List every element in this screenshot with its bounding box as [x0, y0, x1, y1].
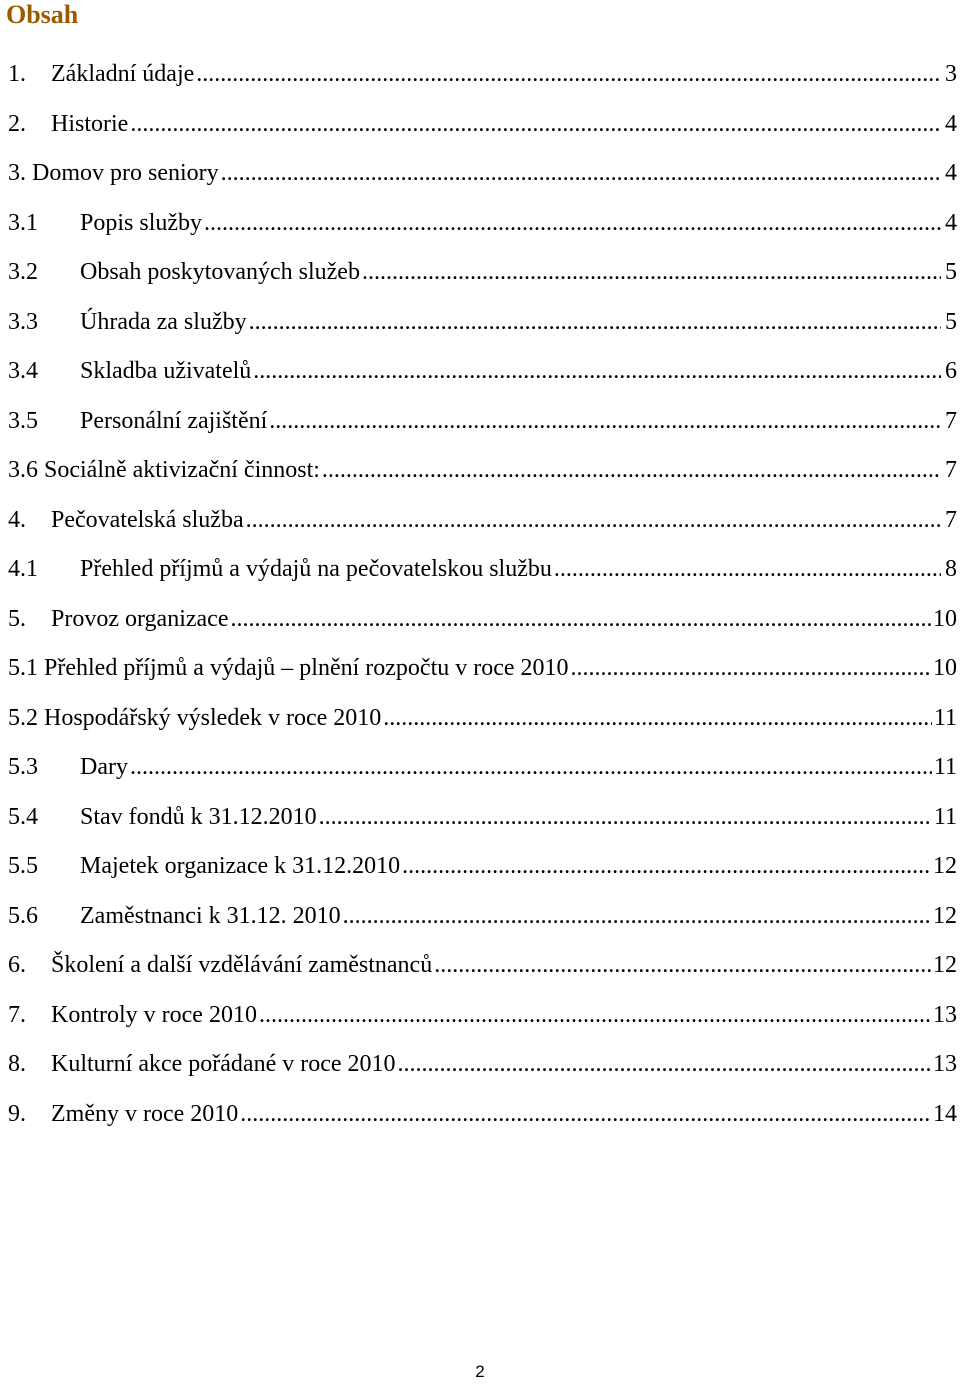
toc-entry-page: 7: [945, 407, 957, 434]
toc-entry[interactable]: [8, 991, 960, 1041]
toc-entry-number: 5.: [8, 605, 26, 632]
toc-entry-page: 5: [945, 308, 957, 335]
toc-entry-title: Sociálně aktivizační činnost:: [44, 457, 320, 483]
toc-entry[interactable]: [8, 793, 960, 843]
toc-entry-page: 13: [933, 1001, 957, 1028]
dot-leader: [240, 1090, 931, 1140]
toc-entry-number: 5.1: [8, 655, 38, 681]
toc-entry-number: 3.3: [8, 308, 38, 335]
toc-entry-number: 6.: [8, 952, 26, 978]
toc-entry-page: 4: [945, 160, 957, 186]
toc-entry-title: Domov pro seniory: [32, 160, 219, 186]
dot-leader: [253, 347, 941, 397]
toc-entry-page: 8: [945, 556, 957, 582]
toc-entry[interactable]: [8, 595, 960, 645]
toc-entry-title: Popis služby: [80, 209, 203, 236]
toc-entry-number: 5.6: [8, 902, 38, 929]
toc-entry-number: 9.: [8, 1100, 26, 1127]
toc-entry-number: 5.4: [8, 803, 38, 830]
toc-entry-page: 4: [945, 110, 957, 137]
toc-entry-number: 5.2: [8, 704, 38, 731]
toc-entry-title: Kontroly v roce 2010: [51, 1001, 257, 1028]
toc-entry-title: Kulturní akce pořádané v roce 2010: [51, 1051, 396, 1077]
toc-entry[interactable]: [8, 199, 960, 249]
toc-entry-number: 5.5: [8, 853, 38, 879]
toc-entry-title: Hospodářský výsledek v roce 2010: [44, 704, 382, 731]
toc-entry-page: 6: [945, 358, 957, 384]
toc-entry[interactable]: [8, 1040, 960, 1090]
dot-leader: [343, 892, 931, 942]
toc-entry-page: 3: [945, 61, 957, 87]
dot-leader: [571, 644, 931, 694]
dot-leader: [554, 545, 941, 595]
dot-leader: [230, 595, 931, 645]
dot-leader: [130, 100, 941, 150]
dot-leader: [383, 694, 932, 744]
toc-entry[interactable]: [8, 743, 960, 793]
toc-entry-number: 2.: [8, 110, 26, 137]
toc-entry[interactable]: [8, 298, 960, 348]
toc-entry-title: Úhrada za služby: [80, 308, 247, 335]
dot-leader: [249, 298, 941, 348]
toc-entry-number: 3.1: [8, 209, 38, 236]
toc-entry[interactable]: [8, 248, 960, 298]
toc-entry-page: 11: [933, 803, 957, 830]
toc-entry-page: 10: [933, 655, 957, 681]
dot-leader: [362, 248, 941, 298]
toc-entry-title: Přehled příjmů a výdajů na pečovatelskou službu: [80, 556, 552, 582]
toc-entry-title: Personální zajištění: [80, 407, 268, 434]
toc-entry-title: Majetek organizace k 31.12.2010: [80, 853, 401, 879]
dot-leader: [259, 991, 931, 1041]
dot-leader: [322, 446, 941, 496]
toc-entry[interactable]: [8, 545, 960, 595]
toc-entry[interactable]: [8, 644, 960, 694]
toc-entry-title: Stav fondů k 31.12.2010: [80, 803, 317, 830]
toc-entry-title: Školení a další vzdělávání zaměstnanců: [51, 952, 433, 978]
toc-entry[interactable]: [8, 50, 960, 100]
dot-leader: [246, 496, 941, 546]
dot-leader: [434, 941, 931, 991]
toc-entry[interactable]: [8, 1090, 960, 1140]
toc-entry[interactable]: [8, 149, 960, 199]
toc-entry-page: 11: [933, 754, 957, 780]
toc-entry-page: 7: [945, 457, 957, 483]
page-number: 2: [475, 1362, 485, 1381]
toc-entry-number: 3.2: [8, 259, 38, 285]
toc-entry-page: 14: [933, 1100, 957, 1127]
toc-entry-number: 3.4: [8, 358, 38, 384]
toc-entry-number: 1.: [8, 61, 26, 87]
toc-entry[interactable]: [8, 446, 960, 496]
table-of-contents: [8, 50, 960, 1139]
toc-entry-number: 4.: [8, 506, 26, 533]
dot-leader: [402, 842, 931, 892]
toc-entry-page: 12: [933, 853, 957, 879]
toc-entry-number: 4.1: [8, 556, 38, 582]
toc-entry-page: 12: [933, 952, 957, 978]
toc-entry-page: 10: [933, 605, 957, 632]
dot-leader: [130, 743, 932, 793]
toc-entry-title: Skladba uživatelů: [80, 358, 252, 384]
toc-entry-number: 7.: [8, 1001, 26, 1028]
page-title: Obsah: [6, 0, 79, 29]
toc-entry-title: Přehled příjmů a výdajů – plnění rozpočtu v roce 2010: [44, 655, 569, 681]
toc-entry-page: 4: [945, 209, 957, 236]
toc-entry-title: Obsah poskytovaných služeb: [80, 259, 360, 285]
toc-entry[interactable]: [8, 892, 960, 942]
toc-entry-title: Historie: [51, 110, 129, 137]
toc-entry-page: 12: [933, 902, 957, 929]
toc-entry-title: Základní údaje: [51, 61, 195, 87]
toc-entry[interactable]: [8, 941, 960, 991]
dot-leader: [221, 149, 941, 199]
dot-leader: [204, 199, 941, 249]
toc-entry-title: Dary: [80, 754, 128, 780]
dot-leader: [398, 1040, 931, 1090]
toc-entry-number: 3.: [8, 160, 26, 186]
toc-entry-title: Pečovatelská služba: [51, 506, 244, 533]
toc-entry[interactable]: [8, 100, 960, 150]
toc-entry[interactable]: [8, 347, 960, 397]
toc-entry-title: Změny v roce 2010: [51, 1100, 239, 1127]
toc-entry-page: 11: [933, 704, 957, 731]
dot-leader: [196, 50, 941, 100]
toc-entry-number: 8.: [8, 1051, 26, 1077]
toc-entry-page: 13: [933, 1051, 957, 1077]
toc-entry-title: Provoz organizace: [51, 605, 229, 632]
toc-entry-title: Zaměstnanci k 31.12. 2010: [80, 902, 341, 929]
toc-entry[interactable]: [8, 397, 960, 447]
dot-leader: [269, 397, 941, 447]
toc-entry-number: 3.6: [8, 457, 38, 483]
toc-entry-number: 3.5: [8, 407, 38, 434]
toc-entry-number: 5.3: [8, 754, 38, 780]
toc-entry[interactable]: [8, 694, 960, 744]
toc-entry[interactable]: [8, 842, 960, 892]
dot-leader: [319, 793, 932, 843]
toc-entry-page: 7: [945, 506, 957, 533]
toc-entry-page: 5: [945, 259, 957, 285]
toc-entry[interactable]: [8, 496, 960, 546]
